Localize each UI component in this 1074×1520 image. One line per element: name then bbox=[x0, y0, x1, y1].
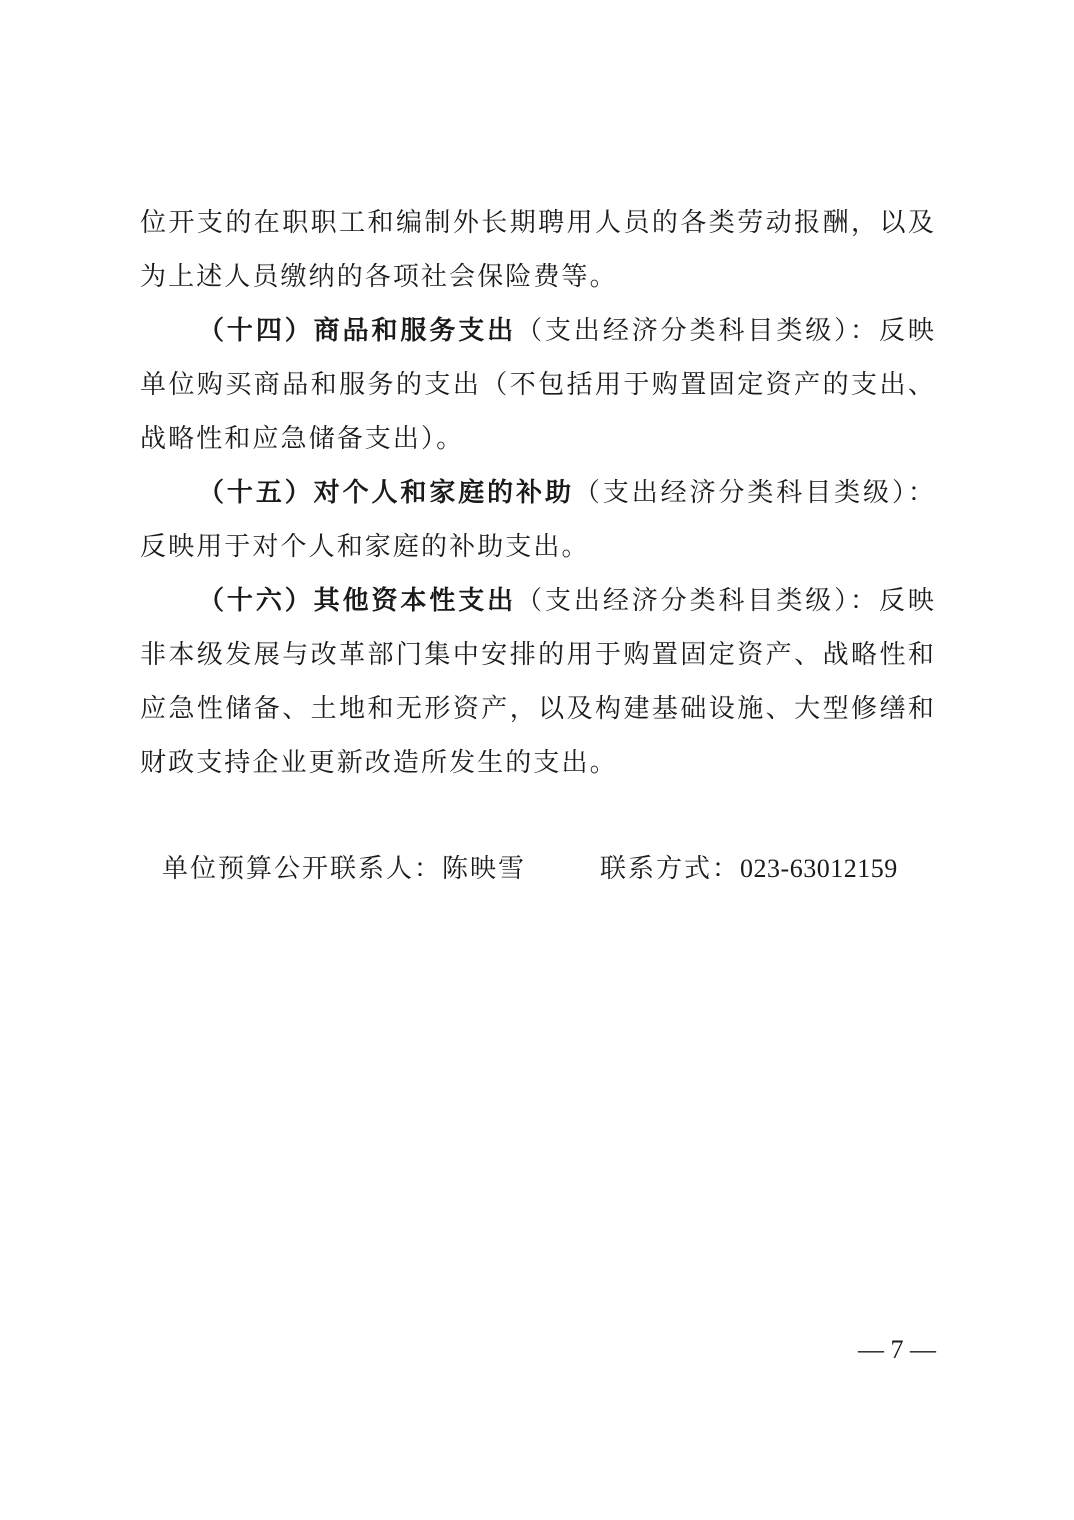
contact-person-name: 陈映雪 bbox=[442, 854, 527, 884]
paragraph-other-capital-expenditure bbox=[140, 574, 936, 790]
section-heading-16: （十六）其他资本性支出 bbox=[198, 586, 517, 616]
paragraph-body: （支出经济分类科目类级）：反映非本级发展与改革部门集中安排的用于购置固定资产、战略性和应急性储备、土地和无形资产，以及构建基础设施、大型修缮和财政支持企业更新改造所发生的支出。 bbox=[140, 586, 936, 778]
paragraph-continuation bbox=[140, 196, 936, 304]
section-heading-15: （十五）对个人和家庭的补助 bbox=[198, 478, 574, 508]
page-number: — 7 — bbox=[858, 1335, 936, 1364]
contact-phone: 023-63012159 bbox=[740, 854, 898, 883]
paragraph-body: （支出经济分类科目类级）：反映单位购买商品和服务的支出（不包括用于购置固定资产的支出、战略性和应急储备支出）。 bbox=[140, 316, 936, 454]
section-heading-14: （十四）商品和服务支出 bbox=[198, 316, 517, 346]
document-body bbox=[140, 196, 936, 790]
contact-line bbox=[162, 845, 962, 893]
paragraph-text: 位开支的在职职工和编制外长期聘用人员的各类劳动报酬，以及为上述人员缴纳的各项社会保险费等。 bbox=[140, 208, 936, 292]
paragraph-household-subsidies bbox=[140, 466, 936, 574]
contact-person-label: 单位预算公开联系人： bbox=[162, 854, 443, 884]
paragraph-body: （支出经济分类科目类级）：反映用于对个人和家庭的补助支出。 bbox=[140, 478, 936, 562]
contact-method-label: 联系方式： bbox=[600, 854, 741, 884]
paragraph-goods-and-services bbox=[140, 304, 936, 466]
